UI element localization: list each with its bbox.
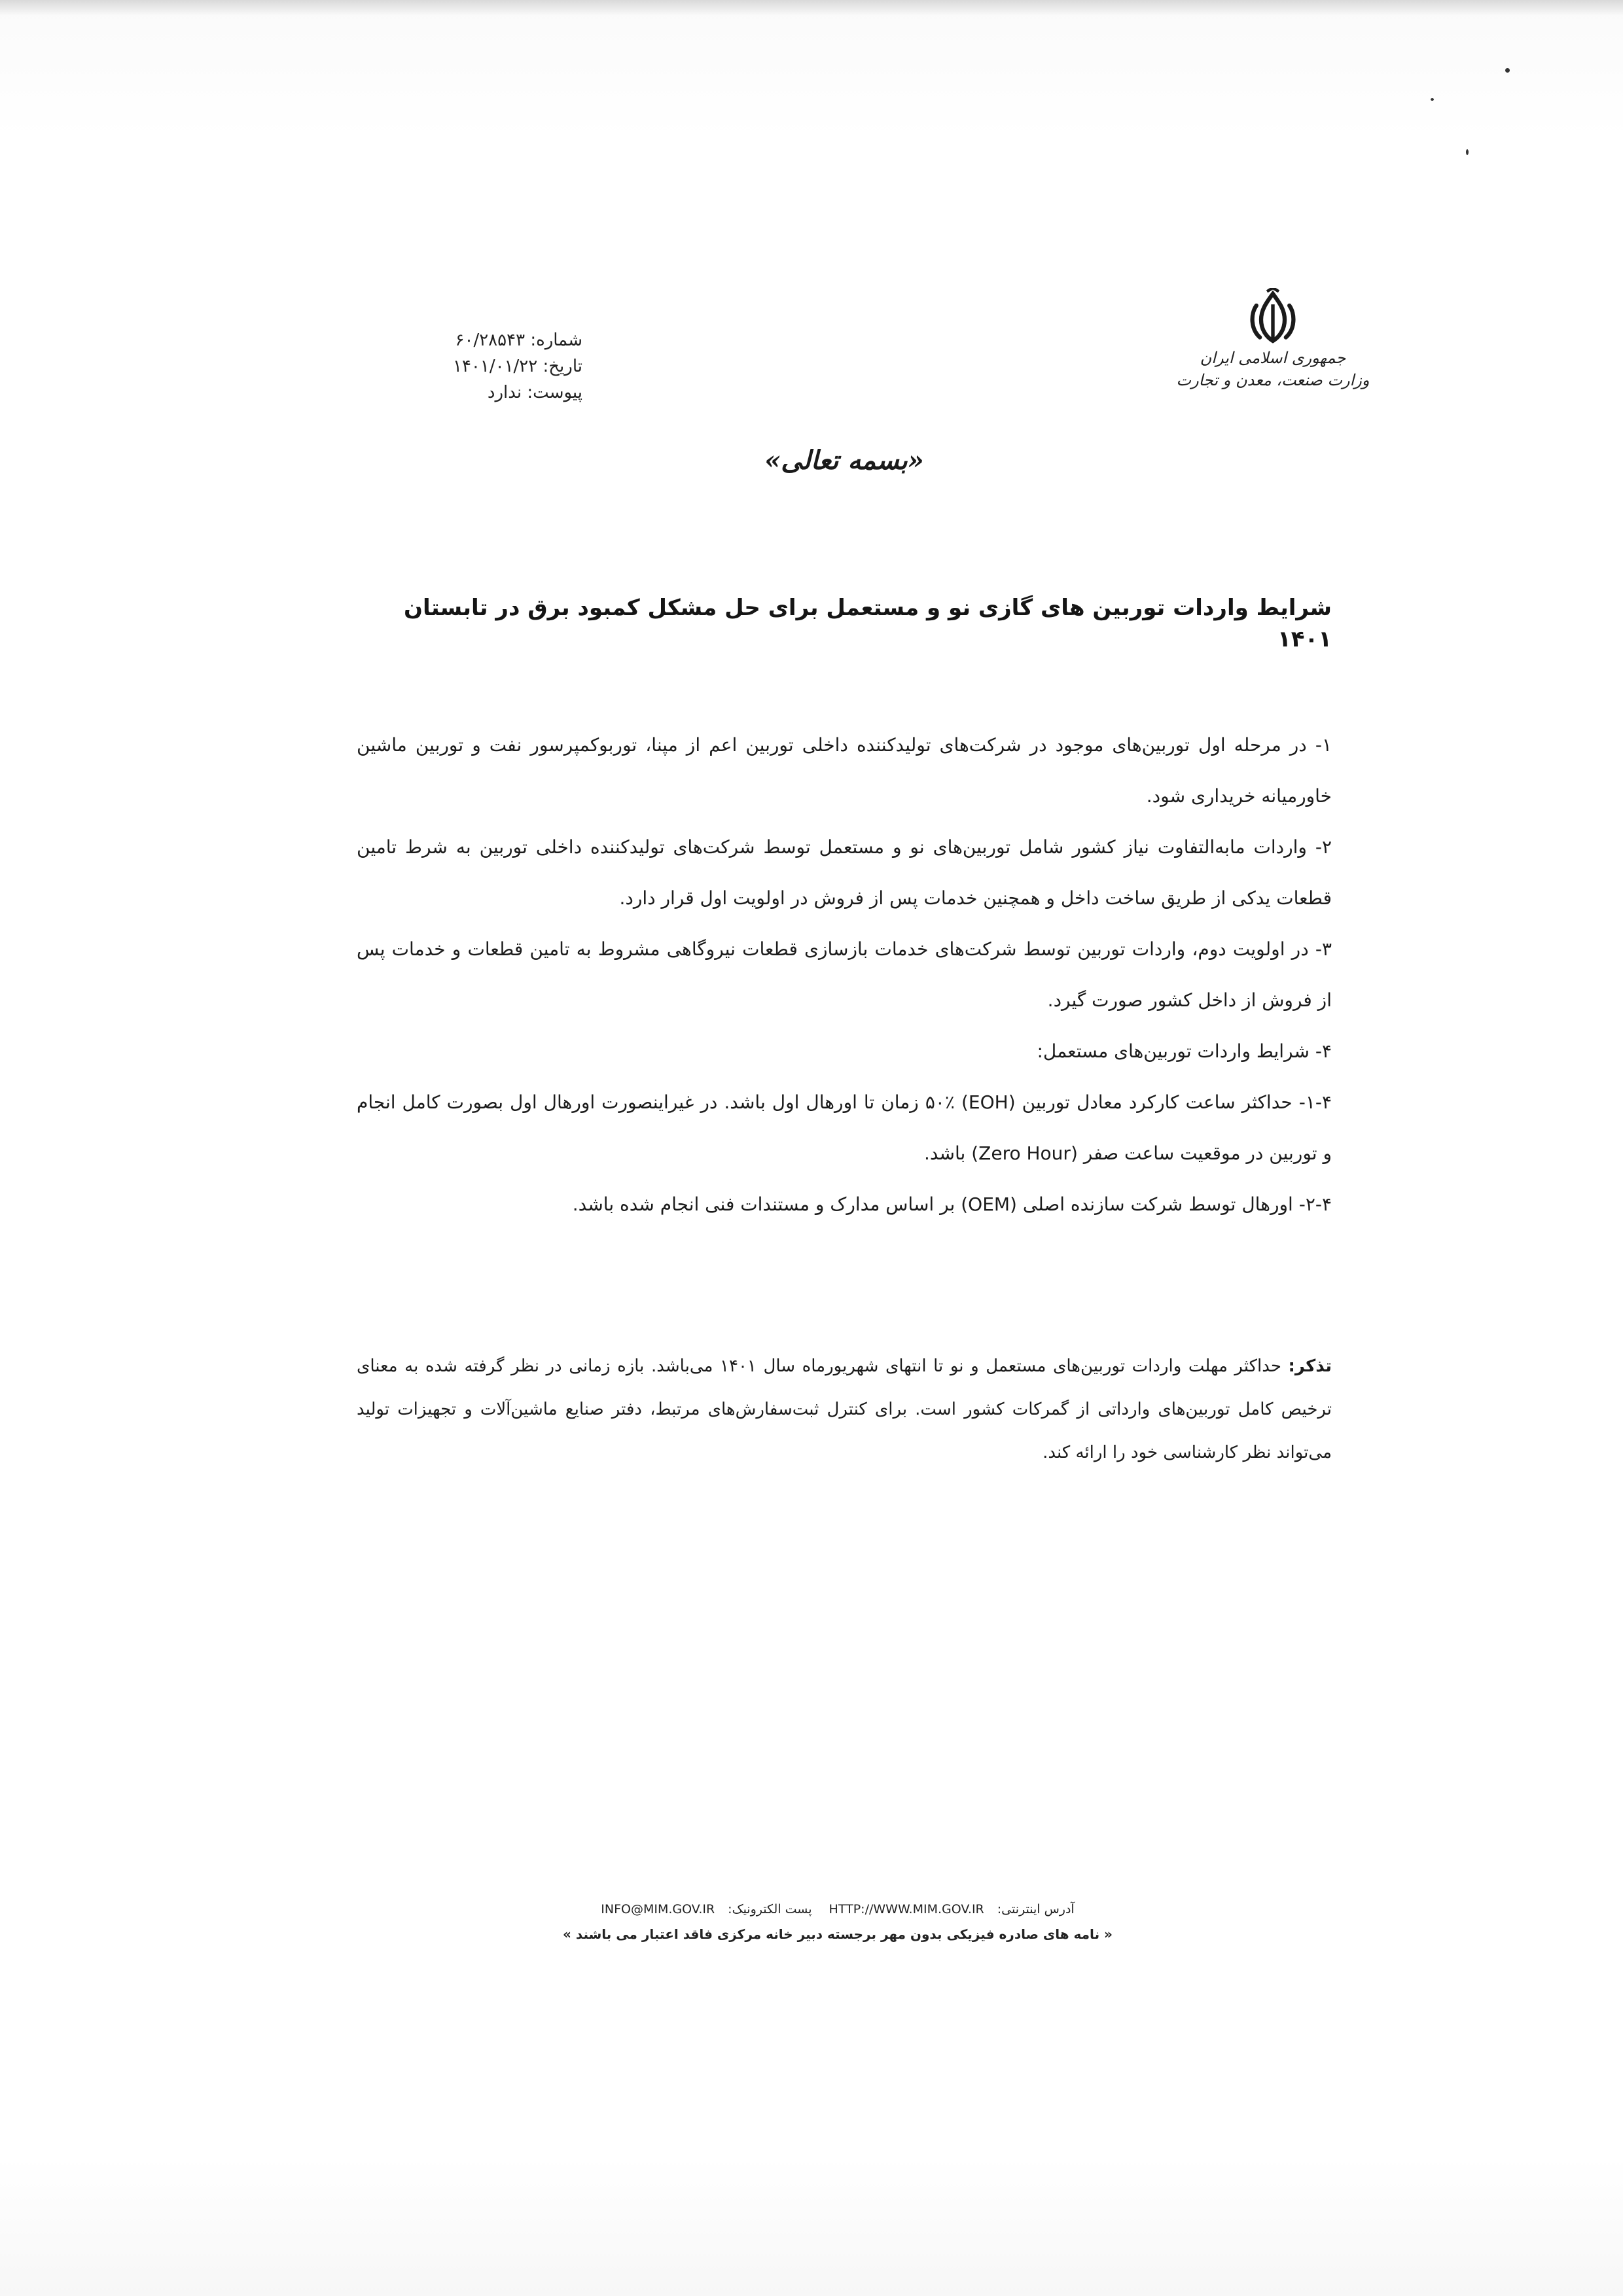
note-paragraph (357, 1345, 1332, 1474)
letter-attachment-value: ندارد (487, 383, 522, 402)
emblem-line-ministry: وزارت صنعت، معدن و تجارت (1176, 371, 1370, 389)
letter-number-label: شماره: (530, 330, 582, 350)
footer-web-link[interactable]: HTTP://WWW.MIM.GOV.IR (829, 1902, 984, 1916)
footer-contacts (510, 1898, 1165, 1921)
list-item: ۱- در مرحله اول توربین‌های موجود در شرکت‌های تولیدکننده داخلی توربین اعم از مپنا، توربوکمپرسور نفت و توربین ماشین خاورمیانه خریداری شود. (357, 734, 1332, 807)
list-item: ۱-۴- حداکثر ساعت کارکرد معادل توربین (EOH) ۵۰٪ زمان تا اورهال اول باشد. در غیراینصورت اورهال اول بصورت کامل انجام و توربین در موقعیت ساعت صفر (Zero Hour) باشد. (357, 1091, 1332, 1164)
note-text: حداکثر مهلت واردات توربین‌های مستعمل و نو تا انتهای شهریورماه سال ۱۴۰۱ می‌باشد. بازه زمانی در نظر گرفته شده به معنای ترخیص کامل توربین‌های وارداتی از گمرکات کشور است. برای کنترل ثبت‌سفارش‌های مرتبط، دفتر صنایع ماشین‌آلات و تجهیزات تولید می‌تواند نظر کارشناسی خود را ارائه کند. (357, 1356, 1332, 1462)
letter-date-row (393, 353, 582, 380)
letter-meta (393, 327, 582, 406)
letter-footer (510, 1898, 1165, 1947)
letter-title: شرایط واردات توربین های گازی نو و مستعمل برای حل مشکل کمبود برق در تابستان ۱۴۰۱ (404, 595, 1332, 652)
letter-number-row (393, 327, 582, 353)
emblem-line-country: جمهوری اسلامی ایران (1200, 349, 1346, 367)
footer-web-label: آدرس اینترنتی: (997, 1902, 1075, 1916)
note-label: تذکر: (1288, 1356, 1332, 1376)
scan-edge (0, 0, 1623, 16)
scan-speck (1466, 149, 1469, 155)
footer-email-link[interactable]: INFO@MIM.GOV.IR (601, 1902, 715, 1916)
list-item: ۲- واردات مابه‌التفاوت نیاز کشور شامل توربین‌های نو و مستعمل توسط شرکت‌های تولیدکننده داخلی توربین به شرط تامین قطعات یدکی از طریق ساخت داخل و همچنین خدمات پس از فروش در اولویت اول قرار دارد. (357, 836, 1332, 909)
letter-body (357, 720, 1332, 1230)
letter-attachment-label: پیوست: (527, 383, 582, 402)
scan-speck (1505, 68, 1510, 73)
letter-number-value: ۶۰/۲۸۵۴۳ (455, 330, 526, 350)
invocation-heading: «بسمه تعالی» (764, 445, 924, 476)
iran-emblem-icon (1243, 288, 1302, 347)
letter-date-label: تاریخ: (543, 357, 582, 376)
list-item: ۲-۴- اورهال توسط شرکت سازنده اصلی (OEM) بر اساس مدارک و مستندات فنی انجام شده باشد. (572, 1193, 1332, 1215)
list-item: ۴- شرایط واردات توربین‌های مستعمل: (1037, 1040, 1332, 1062)
footer-email-label: پست الکترونیک: (728, 1902, 812, 1916)
list-item: ۳- در اولویت دوم، واردات توربین توسط شرکت‌های خدمات بازسازی قطعات نیروگاهی مشروط به تامین قطعات و خدمات پس از فروش از داخل کشور صورت گیرد. (357, 938, 1332, 1011)
ministry-header (1165, 288, 1381, 419)
scan-speck (1431, 98, 1434, 101)
letter-attachment-row (393, 380, 582, 406)
footer-disclaimer: « نامه های صادره فیزیکی بدون مهر برجسته دبیر خانه مرکزی فاقد اعتبار می باشند » (563, 1926, 1113, 1942)
letter-date-value: ۱۴۰۱/۰۱/۲۲ (452, 357, 538, 376)
